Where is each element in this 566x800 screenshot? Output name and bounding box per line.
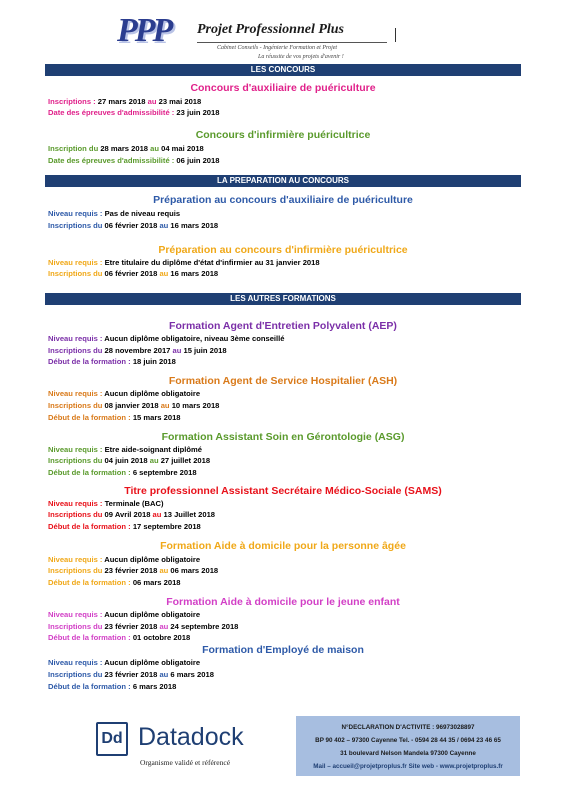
item-title: Concours d'auxiliaire de puériculture xyxy=(190,82,376,94)
item-line xyxy=(48,209,180,219)
section-bar-concours: LES CONCOURS xyxy=(45,64,521,76)
logo-divider xyxy=(395,28,396,42)
item-line xyxy=(48,682,176,692)
item-title: Formation Agent d'Entretien Polyvalent (AEP) xyxy=(169,320,397,332)
line-value-2: 27 juillet 2018 xyxy=(160,456,211,465)
line-label: Inscriptions du xyxy=(48,566,105,575)
section-bar-autres: LES AUTRES FORMATIONS xyxy=(45,293,521,305)
line-label: Début de la formation : xyxy=(48,633,133,642)
line-value: 18 juin 2018 xyxy=(132,357,176,366)
item-line xyxy=(48,578,181,588)
line-conj: au xyxy=(150,144,162,153)
line-value-2: 6 mars 2018 xyxy=(170,670,214,679)
line-value: 04 juin 2018 xyxy=(104,456,150,465)
line-value: 15 mars 2018 xyxy=(132,413,181,422)
company-logo xyxy=(113,12,403,64)
item-title: Préparation au concours d'auxiliaire de puériculture xyxy=(153,194,413,206)
line-label: Niveau requis : xyxy=(48,389,105,398)
line-value: Aucun diplôme obligatoire xyxy=(104,555,201,564)
line-label: Début de la formation : xyxy=(48,682,133,691)
line-value: Aucun diplôme obligatoire, niveau 3ème conseillé xyxy=(104,334,285,343)
item-title: Formation Assistant Soin en Gérontologie (ASG) xyxy=(161,431,405,443)
line-label: Niveau requis : xyxy=(48,445,105,454)
line-conj: au xyxy=(159,221,171,230)
line-label: Date des épreuves d'admissibilité : xyxy=(48,156,177,165)
line-value: 09 Avril 2018 xyxy=(104,510,153,519)
line-value-2: 16 mars 2018 xyxy=(170,221,219,230)
item-line xyxy=(48,658,200,668)
item-title: Formation Agent de Service Hospitalier (ASH) xyxy=(168,375,398,387)
item-title: Préparation au concours d'infirmière puéricultrice xyxy=(158,244,408,256)
line-label: Début de la formation : xyxy=(48,413,133,422)
line-label: Niveau requis : xyxy=(48,258,105,267)
line-value-2: 10 mars 2018 xyxy=(171,401,220,410)
item-line xyxy=(48,499,164,509)
item-line xyxy=(48,670,214,680)
line-value: Etre aide-soignant diplômé xyxy=(104,445,203,454)
datadock-icon: Dd xyxy=(96,722,128,756)
item-line xyxy=(48,456,210,466)
logo-letters: PPP xyxy=(117,12,171,49)
line-conj: au xyxy=(149,456,161,465)
line-value-2: 06 mars 2018 xyxy=(170,566,219,575)
line-conj: au xyxy=(159,566,171,575)
line-label: Niveau requis : xyxy=(48,555,105,564)
logo-underline xyxy=(197,42,387,43)
line-value: 06 juin 2018 xyxy=(176,156,220,165)
datadock-wordmark: Datadock xyxy=(138,723,244,751)
line-value: Aucun diplôme obligatoire xyxy=(104,610,201,619)
datadock-logo xyxy=(96,722,286,782)
line-conj: au xyxy=(147,97,159,106)
line-value: Etre titulaire du diplôme d'état d'infirmier au 31 janvier 2018 xyxy=(104,258,320,267)
line-label: Inscriptions du xyxy=(48,456,105,465)
line-value-2: 15 juin 2018 xyxy=(183,346,227,355)
line-value-2: 04 mai 2018 xyxy=(161,144,204,153)
item-line xyxy=(48,445,202,455)
item-line xyxy=(48,566,218,576)
item-line xyxy=(48,522,201,532)
line-value: 27 mars 2018 xyxy=(97,97,148,106)
line-label: Inscriptions : xyxy=(48,97,98,106)
item-line xyxy=(48,555,200,565)
line-value: Pas de niveau requis xyxy=(104,209,181,218)
line-value: 06 février 2018 xyxy=(104,221,160,230)
item-line xyxy=(48,144,204,154)
line-label: Début de la formation : xyxy=(48,522,133,531)
line-value: 28 novembre 2017 xyxy=(104,346,173,355)
postal-and-phone: BP 90 402 – 97300 Cayenne Tel. - 0594 28 44 35 / 0694 23 46 65 xyxy=(315,737,501,744)
line-label: Début de la formation : xyxy=(48,468,133,477)
line-label: Inscription du xyxy=(48,144,101,153)
item-line xyxy=(48,97,201,107)
line-value: 08 janvier 2018 xyxy=(104,401,161,410)
line-conj: au xyxy=(172,346,184,355)
line-label: Inscriptions du xyxy=(48,221,105,230)
line-value: 6 septembre 2018 xyxy=(132,468,197,477)
line-value-2: 16 mars 2018 xyxy=(170,269,219,278)
datadock-subtitle: Organisme validé et référencé xyxy=(140,758,231,767)
line-label: Niveau requis : xyxy=(48,209,105,218)
item-line xyxy=(48,221,218,231)
line-label: Début de la formation : xyxy=(48,578,133,587)
item-line xyxy=(48,401,219,411)
item-line xyxy=(48,258,320,268)
item-title: Titre professionnel Assistant Secrétaire Médico-Sociale (SAMS) xyxy=(124,485,442,497)
declaration-number: N°DECLARATION D'ACTIVITE : 96973028897 xyxy=(341,724,475,731)
line-label: Inscriptions du xyxy=(48,510,105,519)
line-label: Inscriptions du xyxy=(48,346,105,355)
section-bar-preparation: LA PREPARATION AU CONCOURS xyxy=(45,175,521,187)
item-line xyxy=(48,156,219,166)
item-line xyxy=(48,510,215,520)
line-value: 17 septembre 2018 xyxy=(132,522,201,531)
line-value: 6 mars 2018 xyxy=(132,682,177,691)
line-conj: au xyxy=(152,510,164,519)
line-value-2: 23 mai 2018 xyxy=(158,97,202,106)
item-title: Formation d'Employé de maison xyxy=(202,644,364,656)
line-value: Terminale (BAC) xyxy=(104,499,164,508)
line-value-2: 13 Juillet 2018 xyxy=(163,510,216,519)
line-conj: au xyxy=(160,401,172,410)
item-line xyxy=(48,389,200,399)
line-label: Inscriptions du xyxy=(48,670,105,679)
line-value: Aucun diplôme obligatoire xyxy=(104,389,201,398)
line-value: Aucun diplôme obligatoire xyxy=(104,658,201,667)
item-line xyxy=(48,413,181,423)
item-line xyxy=(48,610,200,620)
item-line xyxy=(48,346,227,356)
line-conj: au xyxy=(159,622,171,631)
line-label: Niveau requis : xyxy=(48,499,105,508)
item-title: Concours d'infirmière puéricultrice xyxy=(195,129,371,141)
item-line xyxy=(48,633,190,643)
contact-info-box xyxy=(296,716,520,776)
line-label: Inscriptions du xyxy=(48,269,105,278)
mail-and-website: Mail – accueil@projetproplus.fr Site web - www.projetproplus.fr xyxy=(313,763,503,770)
line-value-2: 24 septembre 2018 xyxy=(170,622,239,631)
item-title: Formation Aide à domicile pour le jeune enfant xyxy=(166,596,400,608)
logo-tagline: La réussite de vos projets d'avenir ! xyxy=(258,54,344,60)
line-label: Début de la formation : xyxy=(48,357,133,366)
street-address: 31 boulevard Nelson Mandela 97300 Cayenne xyxy=(340,750,476,757)
line-label: Niveau requis : xyxy=(48,610,105,619)
item-line xyxy=(48,468,197,478)
item-line xyxy=(48,334,284,344)
line-value: 06 février 2018 xyxy=(104,269,160,278)
line-value: 06 mars 2018 xyxy=(132,578,181,587)
item-line xyxy=(48,622,238,632)
line-label: Inscriptions du xyxy=(48,401,105,410)
logo-subtitle: Cabinet Conseils - Ingénierie Formation et Projet xyxy=(217,45,338,51)
line-value: 23 février 2018 xyxy=(104,622,160,631)
line-value: 01 octobre 2018 xyxy=(132,633,191,642)
line-value: 28 mars 2018 xyxy=(100,144,151,153)
line-value: 23 février 2018 xyxy=(104,670,160,679)
item-line xyxy=(48,357,176,367)
line-label: Date des épreuves d'admissibilité : xyxy=(48,108,177,117)
item-line xyxy=(48,108,219,118)
line-label: Niveau requis : xyxy=(48,658,105,667)
line-value: 23 février 2018 xyxy=(104,566,160,575)
line-value: 23 juin 2018 xyxy=(176,108,220,117)
line-label: Inscriptions du xyxy=(48,622,105,631)
line-conj: au xyxy=(159,670,171,679)
item-line xyxy=(48,269,218,279)
item-title: Formation Aide à domicile pour la personne âgée xyxy=(160,540,406,552)
line-conj: au xyxy=(159,269,171,278)
line-label: Niveau requis : xyxy=(48,334,105,343)
logo-title: Projet Professionnel Plus xyxy=(197,22,345,37)
